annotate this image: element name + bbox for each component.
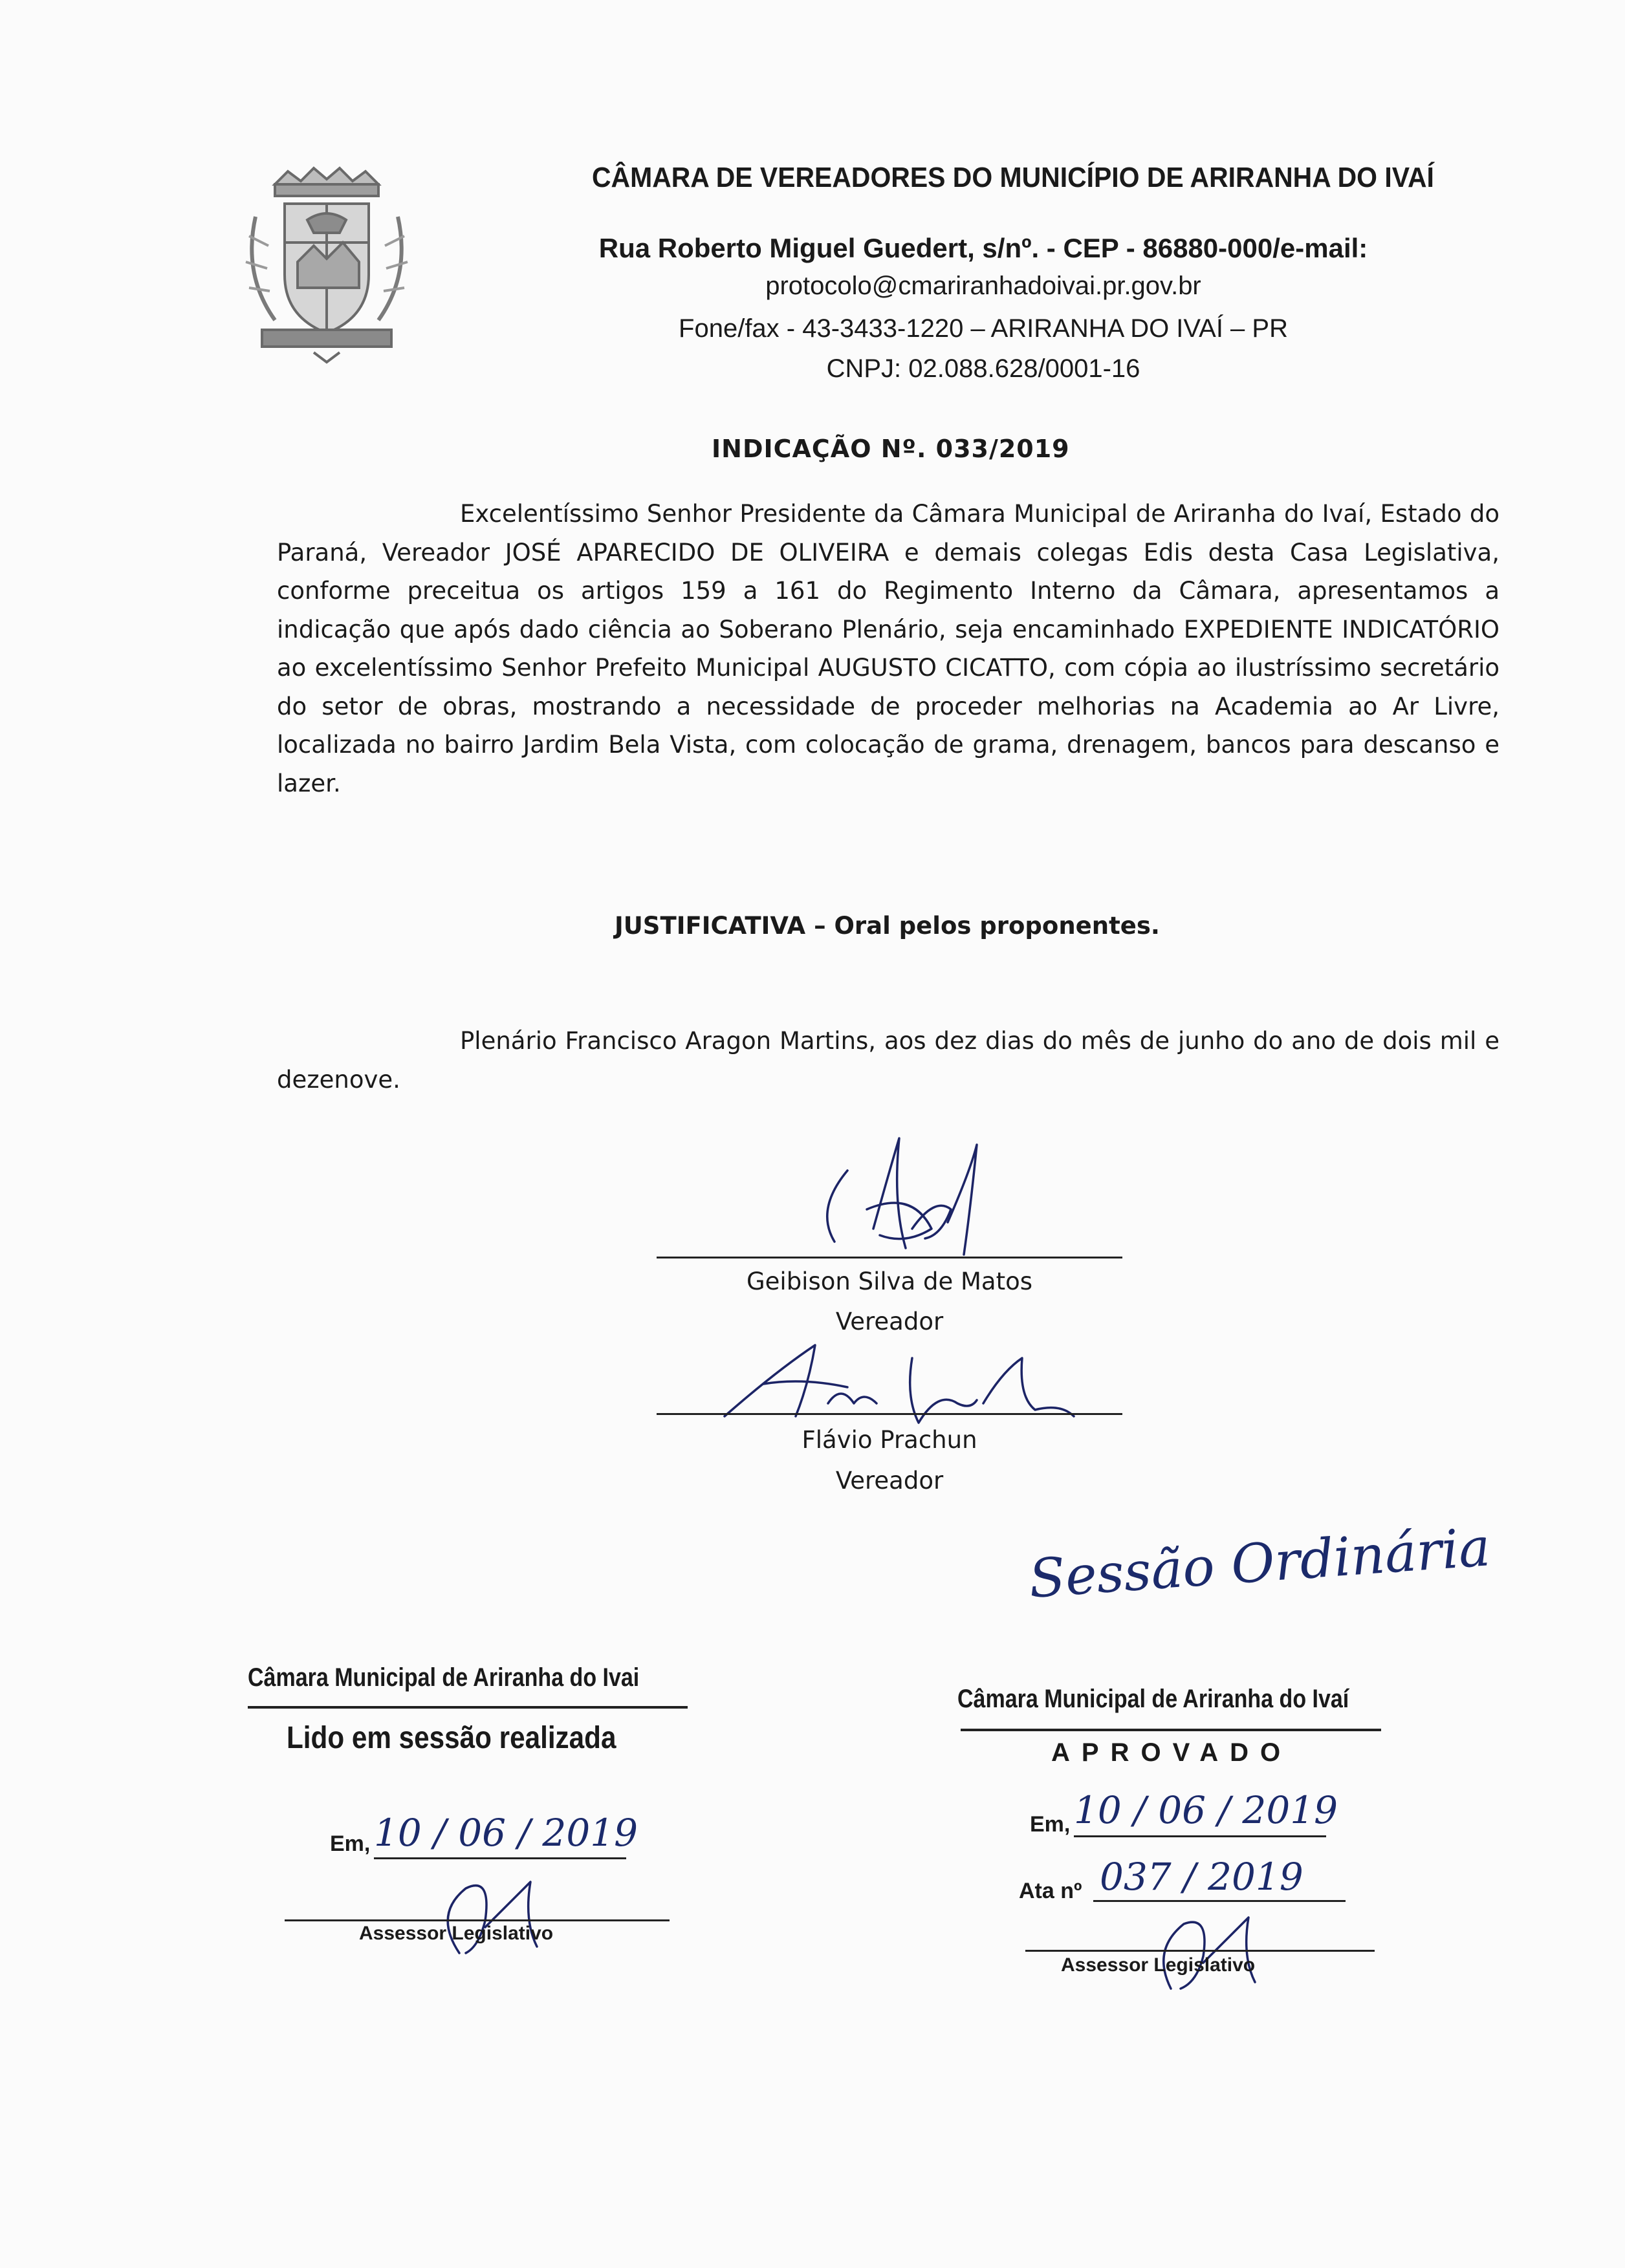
body-paragraph: Excelentíssimo Senhor Presidente da Câmara Municipal de Ariranha do Ivaí, Estado do Paraná, Vereador JOSÉ APARECIDO DE OLIVEIRA e demais colegas Edis desta Casa Legislativa, conforme preceitua os artigos 159 a 161 do Regimento Interno da Câmara, apresentamos a indicação que após dado ciência ao Soberano Plenário, seja encaminhado EXPEDIENTE INDICATÓRIO ao excelentíssimo Senhor Prefeito Municipal AUGUSTO CICATTO, com cópia ao ilustríssimo secretário do setor de obras, mostrando a necessidade de proceder melhorias na Academia ao Ar Livre, localizada no bairro Jardim Bela Vista, com colocação de grama, drenagem, bancos para descanso e lazer. — [277, 500, 1500, 797]
stamp-approved-ata-line — [1093, 1900, 1346, 1902]
signature-line-1 — [657, 1257, 1122, 1258]
institution-title: CÂMARA DE VEREADORES DO MUNICÍPIO DE ARIRANHA DO IVAÍ — [592, 162, 1434, 193]
stamp-approved-title: Câmara Municipal de Ariranha do Ivaí — [957, 1685, 1349, 1713]
stamp-approved-status: APROVADO — [1051, 1738, 1292, 1767]
signature-geibison — [776, 1132, 1022, 1261]
institution-phone: Fone/fax - 43-3433-1220 – ARIRANHA DO IVAÍ – PR — [679, 314, 1288, 343]
stamp-approved-signature-line — [1025, 1950, 1375, 1952]
institution-address: Rua Roberto Miguel Guedert, s/nº. - CEP - 86880-000/e-mail: — [598, 233, 1368, 263]
stamp-read-rule — [248, 1706, 688, 1709]
signatory-1-name: Geibison Silva de Matos — [746, 1268, 1032, 1295]
institution-cnpj: CNPJ: 02.088.628/0001-16 — [826, 354, 1140, 383]
stamp-read-signature — [420, 1863, 576, 1960]
stamp-read-date-line — [374, 1857, 626, 1859]
closing-paragraph — [277, 1022, 1500, 1099]
signatory-1-role: Vereador — [835, 1308, 944, 1335]
stamp-approved-ata-label: Ata nº — [1019, 1879, 1082, 1903]
institution-email: protocolo@cmariranhadoivai.pr.gov.br — [765, 272, 1201, 300]
signature-line-2 — [657, 1413, 1122, 1415]
signatory-2-role: Vereador — [835, 1467, 944, 1495]
stamp-read-date-label: Em, — [330, 1831, 371, 1856]
signatory-2-name: Flávio Prachun — [802, 1426, 977, 1454]
stamp-read-date-value: 10 / 06 / 2019 — [374, 1811, 638, 1855]
stamp-read-title: Câmara Municipal de Ariranha do Ivai — [248, 1663, 640, 1692]
stamp-read-signature-line — [285, 1919, 670, 1921]
stamp-approved-date-label: Em, — [1030, 1812, 1071, 1837]
stamp-read-signature-label: Assessor Legislativo — [359, 1923, 554, 1944]
stamp-read-text: Lido em sessão realizada — [287, 1721, 616, 1755]
signature-flavio — [699, 1332, 1087, 1436]
stamp-approved-date-value: 10 / 06 / 2019 — [1074, 1788, 1338, 1832]
closing-text: Plenário Francisco Aragon Martins, aos dez dias do mês de junho do ano de dois mil e dezenove. — [277, 1027, 1500, 1094]
document-number: INDICAÇÃO Nº. 033/2019 — [712, 435, 1070, 463]
justification: JUSTIFICATIVA – Oral pelos proponentes. — [615, 912, 1160, 940]
municipal-coat-of-arms — [230, 165, 424, 365]
handwritten-session-note: Sessão Ordinária — [1027, 1517, 1492, 1610]
stamp-approved-ata-value: 037 / 2019 — [1100, 1855, 1303, 1899]
document-body — [277, 495, 1500, 803]
stamp-approved-date-line — [1074, 1835, 1326, 1837]
stamp-approved-signature-label: Assessor Legislativo — [1061, 1954, 1256, 1976]
stamp-approved-rule — [961, 1729, 1381, 1731]
